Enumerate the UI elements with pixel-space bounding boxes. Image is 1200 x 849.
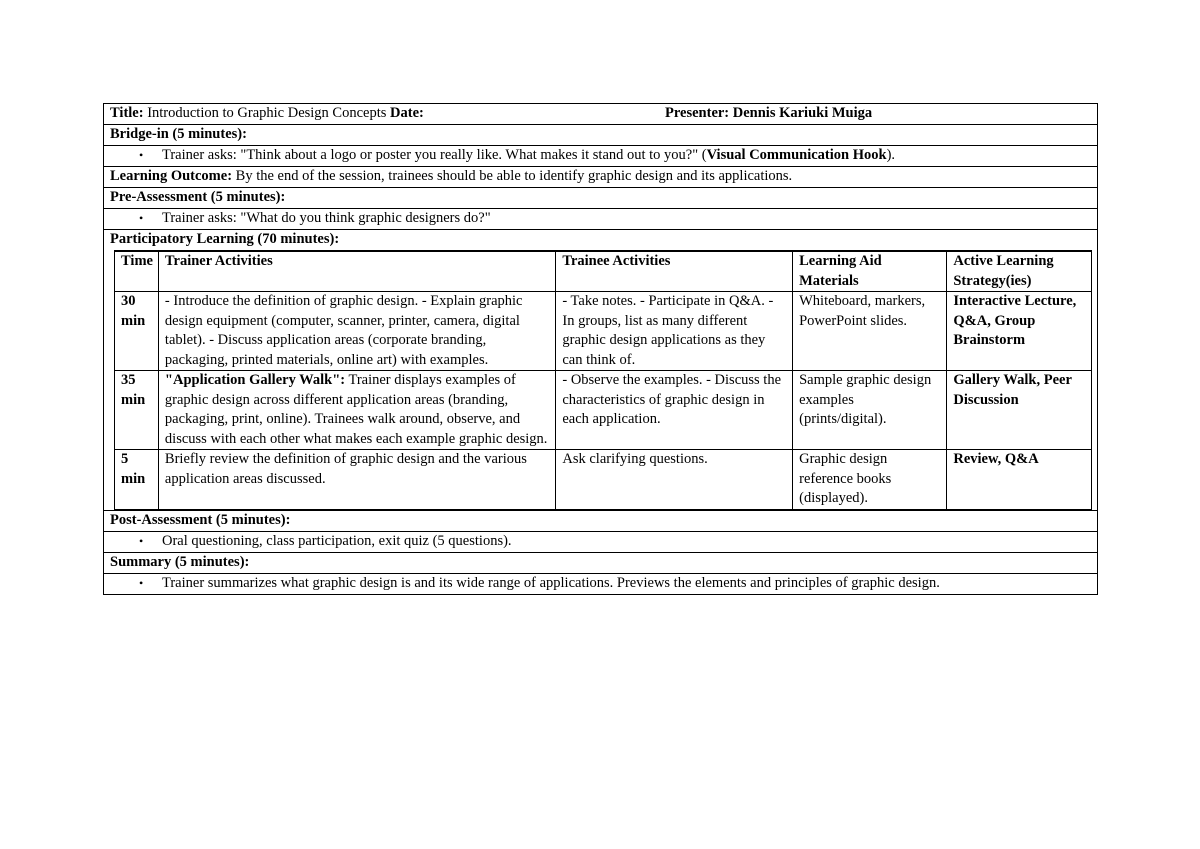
learning-outcome-label: Learning Outcome: (110, 168, 233, 184)
time-cell: 5 min (115, 450, 159, 510)
column-header: Active Learning Strategy(ies) (947, 251, 1092, 292)
title-label: Title: (110, 105, 144, 121)
learning-outcome-text: By the end of the session, trainees should be able to identify graphic design and its applications. (232, 168, 793, 184)
summary-bullet: • Trainer summarizes what graphic design is and its wide range of applications. Previews the elements and principles of graphic design. (139, 574, 940, 591)
activity-row (115, 450, 1092, 510)
title-value: Introduction to Graphic Design Concepts (143, 105, 391, 121)
learning-outcome-row (104, 167, 1097, 188)
bullet-icon: • (139, 533, 144, 548)
post-assessment-bullet: • Oral questioning, class participation, exit quiz (5 questions). (104, 532, 1097, 553)
activities-table (114, 250, 1092, 510)
strategy-cell: Interactive Lecture, Q&A, Group Brainstorm (947, 292, 1092, 371)
title-row (104, 104, 1097, 125)
trainee-activities-cell: Ask clarifying questions. (556, 450, 793, 510)
presenter (665, 104, 872, 123)
materials-cell: Sample graphic design examples (prints/digital). (793, 371, 947, 450)
trainer-activities-cell: "Application Gallery Walk": Trainer displays examples of graphic design across different application areas (branding, packaging, print, online). Trainees walk around, observe, and discuss with each other what makes each example graphic design. (158, 371, 555, 450)
bullet-icon: • (139, 211, 144, 225)
trainee-activities-cell: - Take notes. - Participate in Q&A. - In groups, list as many different graphic design applications as they can think of. (556, 292, 793, 371)
strategy-cell: Review, Q&A (947, 450, 1092, 510)
column-header: Time (115, 251, 159, 292)
bridge-in-heading: Bridge-in (5 minutes): (104, 125, 1097, 146)
date-label: Date: (390, 105, 424, 121)
materials-cell: Graphic design reference books (displayed). (793, 450, 947, 510)
presenter-value: Dennis Kariuki Muiga (729, 105, 873, 121)
column-header: Trainee Activities (556, 251, 793, 292)
lesson-plan-table (103, 103, 1098, 595)
trainee-activities-cell: - Observe the examples. - Discuss the characteristics of graphic design in each application. (556, 371, 793, 450)
bullet-icon: • (139, 575, 144, 590)
post-assessment-heading: Post-Assessment (5 minutes): (104, 511, 1097, 532)
participatory-learning-heading: Participatory Learning (70 minutes): (110, 231, 340, 247)
time-cell: 35 min (115, 371, 159, 450)
presenter-label: Presenter: (665, 105, 730, 121)
bullet-icon: • (139, 148, 144, 162)
summary-heading: Summary (5 minutes): (104, 553, 1097, 574)
strategy-cell: Gallery Walk, Peer Discussion (947, 371, 1092, 450)
activity-row (115, 371, 1092, 450)
trainer-activities-cell: - Introduce the definition of graphic design. - Explain graphic design equipment (computer, scanner, printer, camera, digital tablet). - Discuss application areas (corporate branding, packaging, printed materials, online art) with examples. (158, 292, 555, 371)
bridge-in-bullet: • Trainer asks: "Think about a logo or poster you really like. What makes it stand out to you?" (Visual Communication Hook). (104, 146, 1097, 167)
pre-assessment-heading: Pre-Assessment (5 minutes): (104, 188, 1097, 209)
time-cell: 30 min (115, 292, 159, 371)
participatory-learning-section (104, 230, 1097, 511)
activities-header-row (115, 251, 1092, 292)
column-header: Trainer Activities (158, 251, 555, 292)
trainer-activities-cell: Briefly review the definition of graphic design and the various application areas discussed. (158, 450, 555, 510)
column-header: Learning Aid Materials (793, 251, 947, 292)
activity-row (115, 292, 1092, 371)
materials-cell: Whiteboard, markers, PowerPoint slides. (793, 292, 947, 371)
pre-assessment-bullet: • Trainer asks: "What do you think graphic designers do?" (104, 209, 1097, 230)
